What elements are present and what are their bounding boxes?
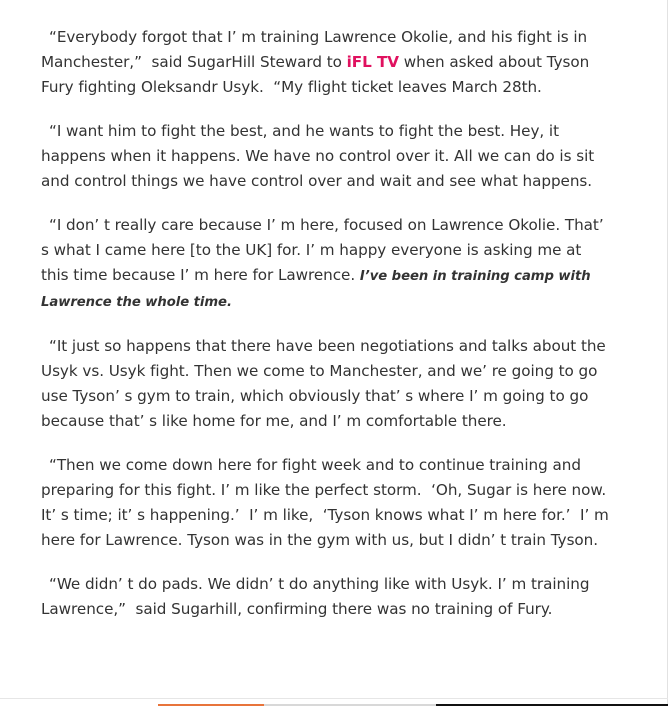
article-body	[41, 25, 614, 641]
paragraph-2: “I want him to fight the best, and he wants to fight the best. Hey, it happens when it happens. We have no control over it. All we can do is sit and control things we have control over and wait and see what happens.	[41, 122, 599, 190]
paragraph-4: “It just so happens that there have been negotiations and talks about the Usyk vs. Usyk fight. Then we come to Manchester, and we’ re going to go use Tyson’ s gym to train, which obviously that’ s where I’ m going to go because that’ s like home for me, and I’ m comfortable there.	[41, 337, 611, 430]
footer-divider	[0, 698, 668, 699]
paragraph-1-text-before: “Everybody forgot that I’ m training Lawrence Okolie, and his fight is in Manchester,” said SugarHill Steward to	[41, 28, 592, 71]
paragraph-1	[41, 25, 609, 100]
paragraph-5: “Then we come down here for fight week and to continue training and preparing for this fight. I’ m like the perfect storm. ‘Oh, Sugar is here now. It’ s time; it’ s happening.’ I’ m like, ‘Tyson knows what I’ m here for.’ I’ m here for Lawrence. Tyson was in the gym with us, but I didn’ t train Tyson.	[41, 456, 614, 549]
paragraph-6: “We didn’ t do pads. We didn’ t do anything like with Usyk. I’ m training Lawrence,” said Sugarhill, confirming there was no training of Fury.	[41, 575, 595, 618]
paragraph-3-emphasis: I’ve been in training camp with Lawrence the whole time.	[41, 269, 596, 310]
paragraph-3	[41, 213, 609, 315]
paragraph-1-text-after: when asked about Tyson Fury fighting Oleksandr Usyk. “My flight ticket leaves March 28th.	[41, 53, 594, 96]
ifl-tv-link[interactable]: iFL TV	[346, 53, 399, 71]
paragraph-3-text: “I don’ t really care because I’ m here, focused on Lawrence Okolie. That’ s what I came here [to the UK] for. I’ m happy everyone is asking me at this time because I’ m here for Lawrence.	[41, 216, 609, 284]
